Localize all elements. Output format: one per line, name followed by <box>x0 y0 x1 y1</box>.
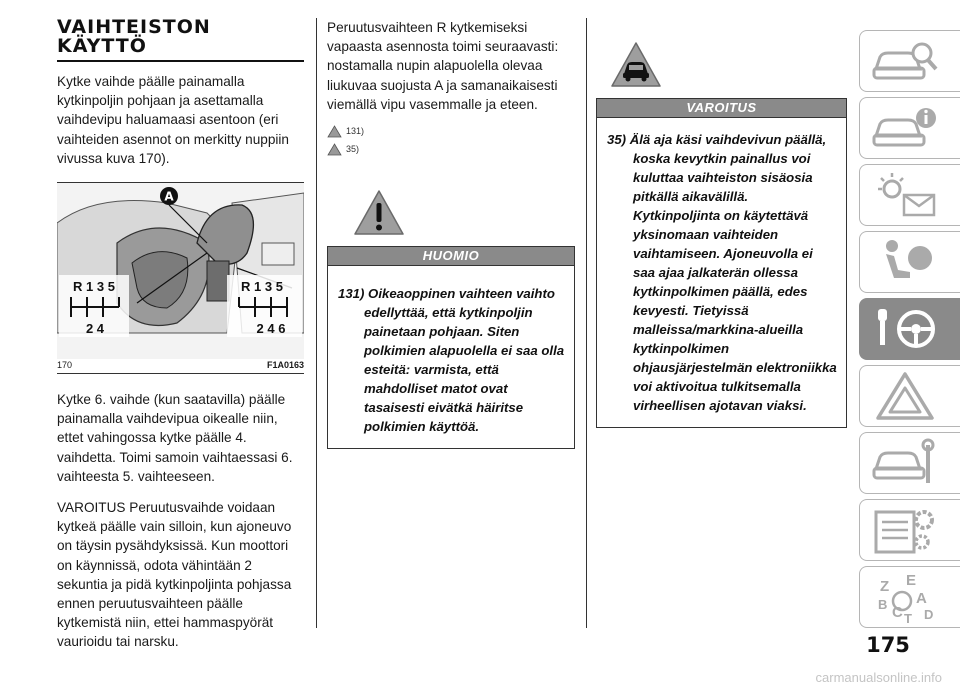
paragraph-gear-selection: Kytke vaihde päälle painamalla kytkinpoljin pohjaan ja asettamalla vaihdevipu haluamaasi asentoon (eri vaihteiden asennot on merkitty nuppiin vivussa kuva 170). <box>57 74 289 166</box>
sidebar-tab-warning-lights[interactable] <box>859 164 960 226</box>
index-letter: T <box>904 611 912 625</box>
spec-sheet-gear-icon <box>870 504 940 558</box>
exclamation-triangle-icon <box>352 188 406 238</box>
column-divider <box>586 18 587 628</box>
gear-lever-illustration <box>57 183 304 359</box>
note-banner: HUOMIO <box>327 246 575 266</box>
callout-marker-label: A <box>164 189 174 204</box>
warning-lights-message-icon <box>870 169 940 223</box>
warning-triangle-icon <box>327 143 342 156</box>
paragraph-reverse-warning: VAROITUS Peruutusvaihde voidaan kytkeä päälle vain silloin, kun ajoneuvo on täysin pysähdyksissä. Kun moottori on käynnissä, odota vähintään 2 sekuntia ja pidä kytkinpoljinta pohjassa ennen peruutusvaihteen päälle kytkemistä niin, ettei hammaspyörät vaurioidu tai narsku. <box>57 500 292 650</box>
triangle-warning-icon <box>870 370 940 424</box>
danger-symbol <box>609 40 847 98</box>
reference-warning <box>327 140 575 158</box>
note-triangle-icon <box>327 125 342 138</box>
car-search-icon <box>870 35 940 89</box>
paragraph-reverse-gear: Peruutusvaihteen R kytkemiseksi vapaasta asennosta toimi seuraavasti: nostamalla nupin alapuolella olevaa liukuvaa suojusta A ja samanaikaisesti viemällä vipu vasemmalle ja eteen. <box>327 20 559 112</box>
attention-symbol <box>352 188 575 246</box>
sidebar-tab-maintenance[interactable] <box>859 432 960 494</box>
index-letter: E <box>906 572 917 589</box>
warning-box <box>596 118 847 428</box>
note-text: 131) Oikeaoppinen vaihteen vaihto edellyttää, että kytkinpoljin painetaan pohjaan. Siten polkimien alapuolella ei saa olla esteitä: varmista, että mahdolliset matot ovat tasaisesti eivätkä häiritse polkimien käyttöä. <box>338 286 565 435</box>
watermark: carmanualsonline.info <box>815 670 942 685</box>
car-info-icon <box>870 102 940 156</box>
key-steering-wheel-icon <box>870 303 940 357</box>
reference-number: 131) <box>346 126 365 137</box>
column-left <box>57 18 304 652</box>
sidebar-tab-index[interactable] <box>859 566 960 628</box>
gear-lever-figure <box>57 182 304 358</box>
sidebar-tab-technical-data[interactable] <box>859 499 960 561</box>
title-underline <box>57 60 304 62</box>
index-letter: C <box>892 604 903 621</box>
note-box <box>327 266 575 449</box>
index-letter: D <box>924 607 934 622</box>
sidebar-tab-dashboard[interactable] <box>859 30 960 92</box>
figure-caption <box>57 360 304 374</box>
sidebar-tab-emergency[interactable] <box>859 231 960 293</box>
airbag-seat-icon <box>870 236 940 290</box>
section-title-line: KÄYTTÖ <box>57 35 147 57</box>
figure-number: 170 <box>57 360 73 371</box>
shift-pattern-label: R 1 3 5 <box>73 279 115 295</box>
car-skid-warning-icon <box>609 40 663 90</box>
section-title <box>57 18 304 56</box>
warning-banner: VAROITUS <box>596 98 847 118</box>
sidebar-tab-safety[interactable] <box>859 97 960 159</box>
alphabet-index-icon <box>870 571 940 625</box>
column-middle <box>327 18 575 449</box>
column-right <box>596 18 847 428</box>
reference-number: 35) <box>346 144 360 155</box>
sidebar-tab-emergency-situations[interactable] <box>859 365 960 427</box>
reference-note <box>327 122 575 140</box>
figure-code: F1A0163 <box>266 360 304 371</box>
shift-pattern-label: R 1 3 5 <box>241 279 283 295</box>
page-number: 175 <box>866 633 910 657</box>
shift-pattern-label: 2 4 <box>85 321 105 337</box>
paragraph-sixth-gear: Kytke 6. vaihde (kun saatavilla) päälle painamalla vaihdevipua oikealle niin, ettet vahingossa kytke päälle 4. vaihdetta. Toimi samoin vaihtaessasi 6. vaihteesta 5. vaihteeseen. <box>57 392 293 484</box>
index-letter: B <box>878 597 888 612</box>
section-title-line: VAIHTEISTON <box>57 16 211 38</box>
column-divider <box>316 18 317 628</box>
sidebar-tab-starting-driving[interactable] <box>859 298 960 360</box>
warning-text: 35) Älä aja käsi vaihdevivun päällä, koska kevytkin painallus voi kuluttaa vaihteiston sisäosia pitkällä aikavälillä. Kytkinpoljinta on käytettävä yksinomaan vaihteiden vaihtamiseen. Ajoneuvolla ei saa ajaa jalkaterän ollessa kytkinpolkimen päällä, edes kevyesti. Tietyissä malleissa/markkina-alueilla kytkinpolkimen ohjausjärjestelmän elektroniikka voi aktivoitua tulkitsemalla virheellisen ajotavan viaksi. <box>607 132 837 413</box>
shift-pattern-label: 2 4 6 <box>256 321 286 337</box>
car-wrench-icon <box>870 437 940 491</box>
index-letter: Z <box>880 578 890 595</box>
index-letter: A <box>916 590 927 607</box>
